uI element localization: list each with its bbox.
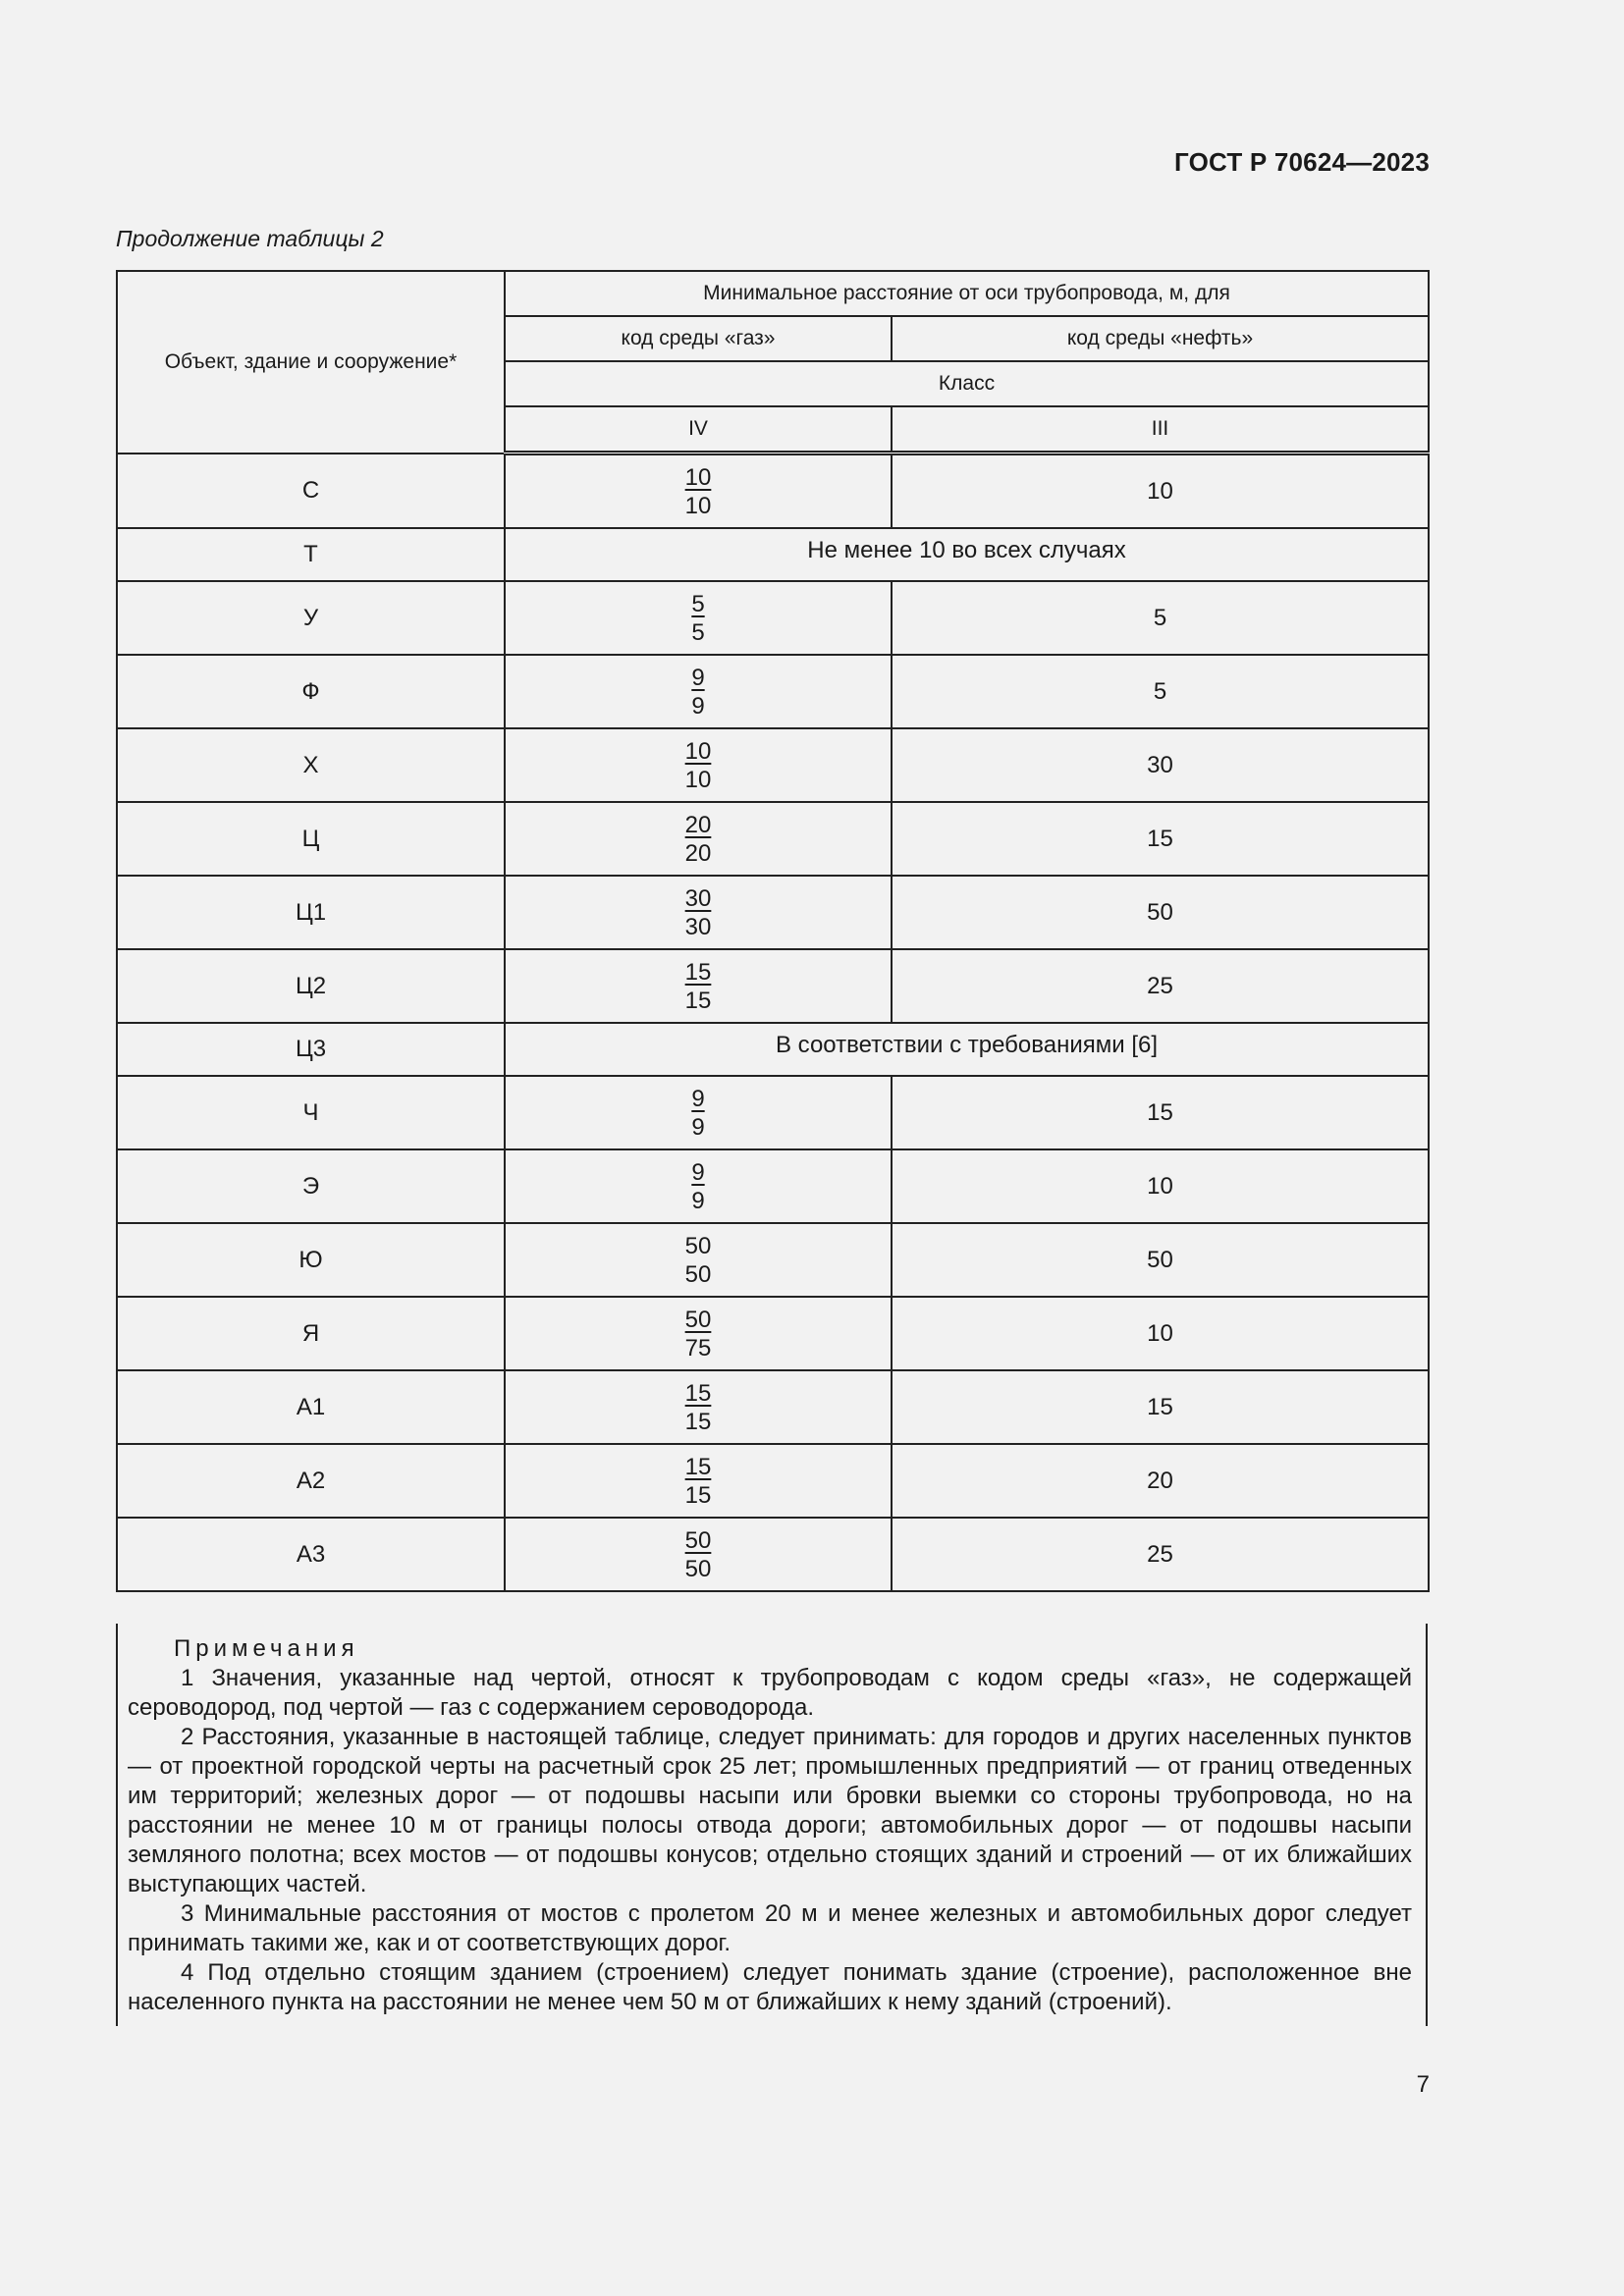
- gas-fraction: [691, 590, 704, 647]
- object-cell: Ц2: [117, 949, 505, 1023]
- gas-fraction: [691, 1085, 704, 1142]
- gas-value-top: 50: [684, 1526, 712, 1554]
- table-row: [117, 581, 1429, 655]
- notes-title: Примечания: [174, 1635, 359, 1662]
- object-cell: Я: [117, 1297, 505, 1370]
- span-value-cell: [505, 528, 1429, 581]
- gas-value-top: 15: [684, 1453, 712, 1480]
- note-3: 3 Минимальные расстояния от мостов с пролетом 20 м и менее железных и автомобильных дорог следует принимать такими же, как и от соответствующих дорог.: [128, 1900, 1412, 1956]
- gas-value-top: 50: [684, 1232, 712, 1259]
- table-row: [117, 1297, 1429, 1370]
- distance-table: [116, 270, 1430, 1592]
- oil-value-cell: 10: [892, 454, 1429, 529]
- table-row: [117, 1370, 1429, 1444]
- table-row: [117, 1444, 1429, 1518]
- gas-value-bottom: 9: [691, 1187, 705, 1214]
- object-cell: А3: [117, 1518, 505, 1591]
- table-row: [117, 949, 1429, 1023]
- table-row: [117, 454, 1429, 529]
- gas-value-cell: [505, 454, 892, 529]
- gas-value-top: 10: [684, 463, 712, 491]
- span-value: Не менее 10 во всех случаях: [807, 537, 1126, 563]
- object-cell: Ф: [117, 655, 505, 728]
- object-cell: Ц: [117, 802, 505, 876]
- gas-value-bottom: 20: [684, 839, 712, 867]
- table-row: [117, 528, 1429, 581]
- gas-fraction: [691, 664, 704, 721]
- gas-value-cell: [505, 1518, 892, 1591]
- object-cell: А2: [117, 1444, 505, 1518]
- oil-value-cell: 15: [892, 1076, 1429, 1149]
- object-cell: Ц3: [117, 1023, 505, 1076]
- gas-value-cell: [505, 1076, 892, 1149]
- table-row: [117, 1076, 1429, 1149]
- gas-value-top: 9: [691, 1085, 705, 1112]
- gas-value-cell: [505, 1149, 892, 1223]
- gas-value-cell: [505, 728, 892, 802]
- gas-fraction: [685, 463, 712, 520]
- table-row: [117, 728, 1429, 802]
- table-caption: Продолжение таблицы 2: [116, 226, 384, 251]
- table-row: [117, 1149, 1429, 1223]
- gas-fraction: [685, 1453, 712, 1510]
- header-class-oil: III: [892, 406, 1429, 454]
- object-cell: С: [117, 454, 505, 529]
- object-cell: Э: [117, 1149, 505, 1223]
- gas-fraction: [685, 737, 712, 794]
- object-cell: У: [117, 581, 505, 655]
- table-row: [117, 876, 1429, 949]
- gas-value-top: 50: [684, 1306, 712, 1333]
- gas-value-bottom: 15: [684, 1408, 712, 1435]
- object-cell: Ц1: [117, 876, 505, 949]
- oil-value-cell: 10: [892, 1149, 1429, 1223]
- gas-value-cell: [505, 655, 892, 728]
- gas-value-bottom: 5: [691, 618, 705, 646]
- gas-value-top: 30: [684, 884, 712, 912]
- object-cell: А1: [117, 1370, 505, 1444]
- span-value: В соответствии с требованиями [6]: [776, 1032, 1159, 1058]
- object-cell: Х: [117, 728, 505, 802]
- gas-value-cell: [505, 876, 892, 949]
- object-cell: Ю: [117, 1223, 505, 1297]
- oil-value-cell: 5: [892, 581, 1429, 655]
- gas-fraction: [691, 1158, 704, 1215]
- gas-value-bottom: 50: [684, 1260, 712, 1288]
- oil-value-cell: 20: [892, 1444, 1429, 1518]
- table-row: [117, 1223, 1429, 1297]
- gas-fraction: [685, 811, 712, 868]
- gas-value-bottom: 9: [691, 1113, 705, 1141]
- gas-value-top: 5: [691, 590, 705, 617]
- table-row: [117, 1518, 1429, 1591]
- gas-value-top: 15: [684, 958, 712, 986]
- oil-value-cell: 25: [892, 949, 1429, 1023]
- gas-value-bottom: 15: [684, 1481, 712, 1509]
- span-value-cell: [505, 1023, 1429, 1076]
- oil-value-cell: 50: [892, 876, 1429, 949]
- oil-value-cell: 15: [892, 802, 1429, 876]
- gas-fraction: [685, 1379, 712, 1436]
- gas-value-bottom: 10: [684, 492, 712, 519]
- header-gas: код среды «газ»: [505, 316, 892, 361]
- object-cell: Т: [117, 528, 505, 581]
- oil-value-cell: 30: [892, 728, 1429, 802]
- header-class: Класс: [505, 361, 1429, 406]
- gas-value-cell: [505, 802, 892, 876]
- oil-value-cell: 25: [892, 1518, 1429, 1591]
- table-row: [117, 1023, 1429, 1076]
- gas-value-top: 20: [684, 811, 712, 838]
- gas-value-top: 10: [684, 737, 712, 765]
- gas-value-top: 15: [684, 1379, 712, 1407]
- table-row: [117, 655, 1429, 728]
- header-row-1: [117, 271, 1429, 316]
- gas-value-cell: [505, 1297, 892, 1370]
- gas-value-bottom: 50: [684, 1555, 712, 1582]
- notes-block: [116, 1624, 1428, 2026]
- gas-fraction: [685, 1306, 712, 1362]
- page-number: 7: [1416, 2071, 1430, 2098]
- header-object: Объект, здание и сооружение*: [117, 271, 505, 454]
- gas-value-cell: [505, 1370, 892, 1444]
- oil-value-cell: 5: [892, 655, 1429, 728]
- note-1: 1 Значения, указанные над чертой, относят к трубопроводам с кодом среды «газ», не содержащей сероводород, под чертой — газ с содержанием сероводорода.: [128, 1665, 1412, 1721]
- gas-value-bottom: 10: [684, 766, 712, 793]
- gas-fraction: [685, 958, 712, 1015]
- header-min-distance: Минимальное расстояние от оси трубопровода, м, для: [505, 271, 1429, 316]
- gas-value-cell: [505, 1223, 892, 1297]
- oil-value-cell: 15: [892, 1370, 1429, 1444]
- gas-fraction: [685, 1526, 712, 1583]
- gas-value-cell: [505, 581, 892, 655]
- gas-value-bottom: 15: [684, 987, 712, 1014]
- gas-fraction: [685, 884, 712, 941]
- gas-value-top: 9: [691, 1158, 705, 1186]
- gas-value-bottom: 30: [684, 913, 712, 940]
- header-oil: код среды «нефть»: [892, 316, 1429, 361]
- gas-value-cell: [505, 949, 892, 1023]
- document-code: ГОСТ Р 70624—2023: [1174, 147, 1430, 177]
- gas-fraction: [685, 1232, 712, 1289]
- oil-value-cell: 10: [892, 1297, 1429, 1370]
- header-class-gas: IV: [505, 406, 892, 454]
- table-row: [117, 802, 1429, 876]
- object-cell: Ч: [117, 1076, 505, 1149]
- note-2: 2 Расстояния, указанные в настоящей таблице, следует принимать: для городов и других населенных пунктов — от проектной городской черты на расчетный срок 25 лет; промышленных предприятий — от границ отведенных им территорий; железных дорог — от подошвы насыпи или бровки выемки со стороны трубопровода, но на расстоянии не менее 10 м от границы полосы отвода дороги; автомобильных дорог — от подошвы насыпи земляного полотна; всех мостов — от подошвы конусов; отдельно стоящих зданий и строений — от их ближайших выступающих частей.: [128, 1724, 1412, 1897]
- gas-value-bottom: 9: [691, 692, 705, 720]
- oil-value-cell: 50: [892, 1223, 1429, 1297]
- gas-value-cell: [505, 1444, 892, 1518]
- gas-value-bottom: 75: [684, 1334, 712, 1362]
- note-4: 4 Под отдельно стоящим зданием (строением) следует понимать здание (строение), расположенное вне населенного пункта на расстоянии не менее чем 50 м от ближайших к нему зданий (строений).: [128, 1959, 1412, 2015]
- gas-value-top: 9: [691, 664, 705, 691]
